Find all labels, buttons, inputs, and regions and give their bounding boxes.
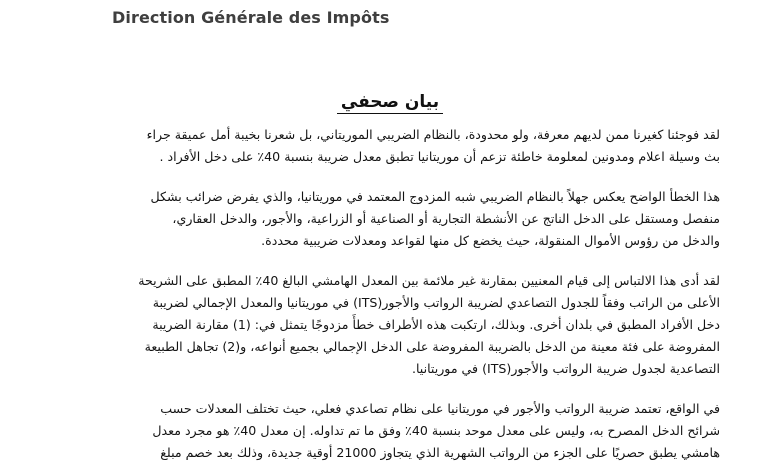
document-title-text: بيان صحفي	[337, 92, 443, 114]
text-line: بث وسيلة اعلام ومدونين لمعلومة خاطئة تزعم أن موريتانيا تطبق معدل ضريبة بنسبة 40٪ على دخل الأفراد .	[159, 149, 720, 164]
text-line: الأعلى من الراتب وفقاً للجدول التصاعدي لضريبة الرواتب والأجور(ITS) في موريتانيا والمعدل الإجمالي لضريبة	[152, 295, 720, 310]
text-line: هامشي يطبق حصريًا على الجزء من الرواتب الشهرية الذي يتجاوز 21000 أوقية جديدة، وذلك بعد خصم مبلغ	[160, 445, 720, 460]
text-line: والدخل من رؤوس الأموال المنقولة، حيث يخضع كل منها لقواعد ومعدلات ضريبية محددة.	[261, 233, 720, 248]
text-line: المفروضة على فئة معينة من الدخل بالضريبة المفروضة على الدخل الإجمالي بجميع أنواعه، و(2) تجاهل الطبيعة	[144, 339, 720, 354]
text-line: لقد أدى هذا الالتباس إلى قيام المعنيين بمقارنة غير ملائمة بين المعدل الهامشي البالغ 40٪ المطبق على الشريحة	[138, 273, 720, 288]
document-header: Direction Générale des Impôts	[112, 8, 390, 27]
document-body	[86, 124, 720, 470]
text-line: في الواقع، تعتمد ضريبة الرواتب والأجور في موريتانيا على نظام تصاعدي فعلي، حيث تختلف المعدلات حسب	[160, 401, 720, 416]
text-line: التصاعدية لجدول ضريبة الرواتب والأجور(ITS) في موريتانيا.	[411, 361, 720, 376]
document-title	[0, 92, 780, 112]
text-line: شرائح الدخل المصرح به، وليس على معدل موحد بنسبة 40٪ وفق ما تم تداوله. إن معدل 40٪ هو مجرد معدل	[152, 423, 720, 438]
text-line: لقد فوجئنا كغيرنا ممن لديهم معرفة، ولو محدودة، بالنظام الضريبي الموريتاني، بل شعرنا بخيبة أمل عميقة جراء	[146, 127, 720, 142]
paragraph	[86, 124, 720, 168]
text-line: هذا الخطأ الواضح يعكس جهلاً بالنظام الضريبي شبه المزدوج المعتمد في موريتانيا، والذي يفرض ضرائب بشكل	[150, 189, 720, 204]
paragraph	[86, 186, 720, 252]
text-line: دخل الأفراد المطبق في بلدان أخرى. وبذلك، ارتكبت هذه الأطراف خطأً مزدوجًا يتمثل في: (1) مقارنة الضريبة	[152, 317, 720, 332]
text-line: منفصل ومستقل على الدخل الناتج عن الأنشطة التجارية أو الصناعية أو الزراعية، والأجور، والدخل العقاري،	[172, 211, 720, 226]
paragraph	[86, 398, 720, 464]
paragraph	[86, 270, 720, 380]
